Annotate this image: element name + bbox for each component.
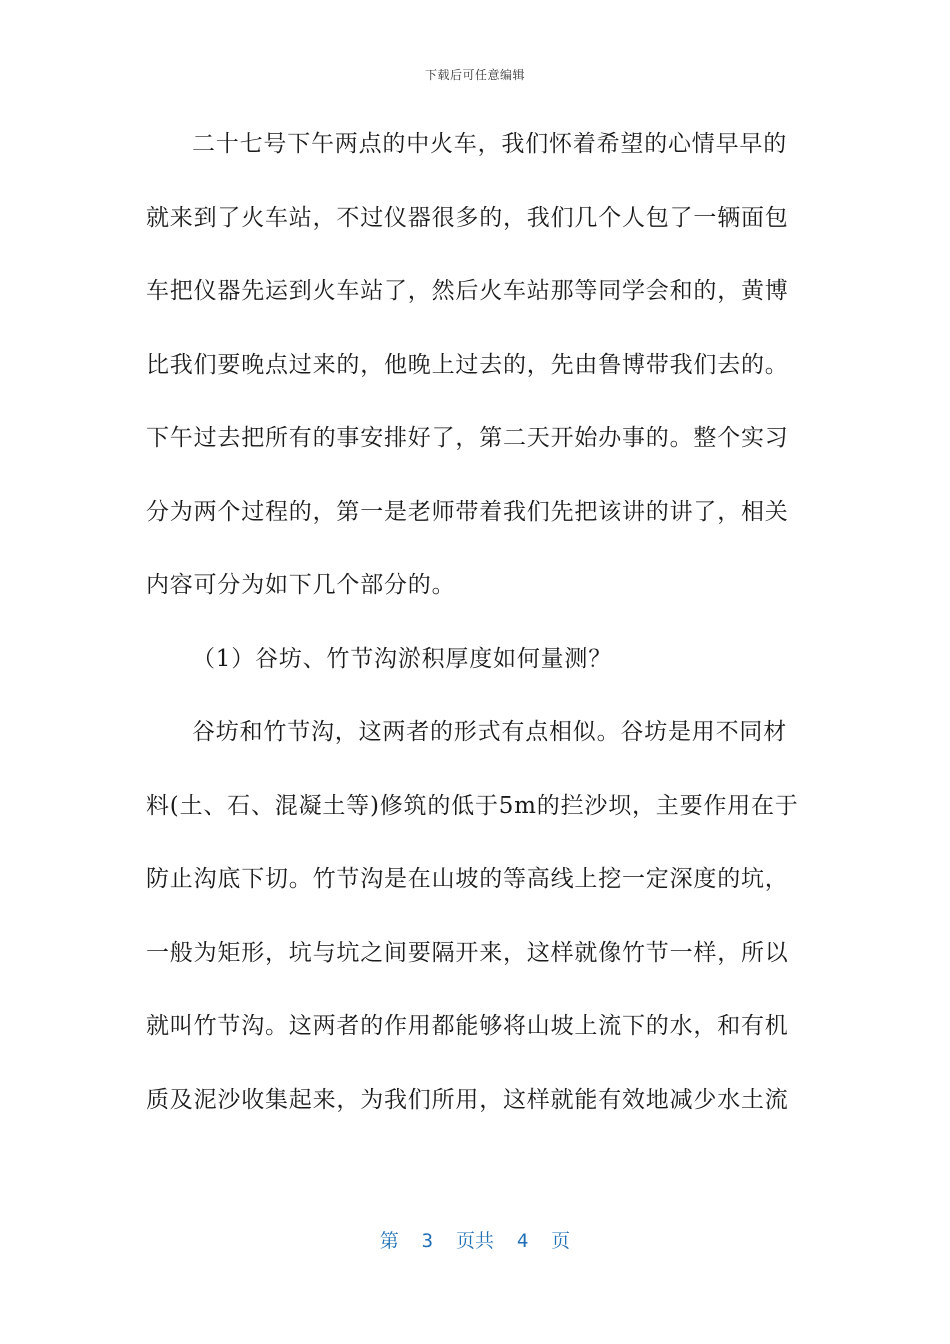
paragraph-line: 就来到了火车站，不过仪器很多的，我们几个人包了一辆面包 (146, 204, 789, 231)
page-header: 下载后可任意编辑 (424, 68, 525, 82)
paragraph-line: 一般为矩形，坑与坑之间要隔开来，这样就像竹节一样，所以 (146, 939, 789, 966)
section-heading: （1）谷坊、竹节沟淤积厚度如何量测？ (192, 645, 613, 672)
paragraph-line: 谷坊和竹节沟，这两者的形式有点相似。谷坊是用不同材 (192, 719, 787, 745)
page-footer: 第 3 页共 4 页 (379, 1230, 571, 1252)
paragraph-line: 质及泥沙收集起来，为我们所用，这样就能有效地减少水土流 (146, 1086, 789, 1113)
paragraph-line: 就叫竹节沟。这两者的作用都能够将山坡上流下的水，和有机 (146, 1013, 789, 1039)
paragraph-line: 内容可分为如下几个部分的。 (146, 572, 456, 598)
document-body (146, 108, 806, 1137)
paragraph-line: 下午过去把所有的事安排好了，第二天开始办事的。整个实习 (146, 425, 789, 451)
paragraph-line: 比我们要晚点过来的，他晚上过去的，先由鲁博带我们去的。 (146, 351, 789, 378)
paragraph-line: 料(土、石、混凝土等)修筑的低于5m的拦沙坝，主要作用在于 (146, 792, 799, 819)
paragraph-line: 车把仪器先运到火车站了，然后火车站那等同学会和的，黄博 (146, 278, 789, 304)
paragraph-line: 二十七号下午两点的中火车，我们怀着希望的心情早早的 (192, 131, 787, 157)
paragraph-line: 分为两个过程的，第一是老师带着我们先把该讲的讲了，相关 (146, 498, 789, 525)
paragraph-line: 防止沟底下切。竹节沟是在山坡的等高线上挖一定深度的坑， (146, 866, 789, 892)
